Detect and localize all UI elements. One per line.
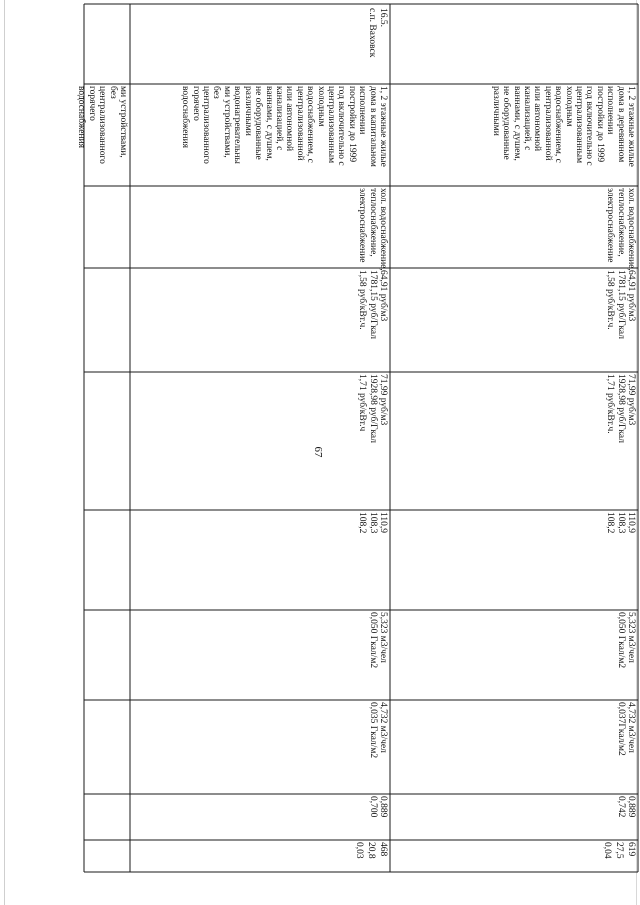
dwelling-description-line: без [211,86,222,99]
value-a: 619 [626,842,636,857]
dwelling-description-line: постройки до 1999 [594,86,605,163]
tariff-indices-line: 108,2 [605,512,616,534]
dwelling-description-line: год включительно с [336,86,347,166]
tariffs-period-2-line: 1928,98 руб/Гкал [615,374,626,443]
dwelling-description-line: исполнении [357,86,368,135]
utility-services-line: электроснабжение [605,188,616,263]
dwelling-description-line: канализацией, с [521,86,532,151]
consumption-norms-1-line: 5,323 м3/чел [378,612,388,663]
description-continued-line: централизованного [97,86,108,164]
description-continued [76,86,128,164]
row-number: 16.5. [378,8,388,27]
coefficients-line: 0,889 [626,796,636,818]
tariffs-period-1-line: 64,91 руб/м3 [378,270,388,322]
tariffs-period-2-line: 1928,98 руб/Гкал [367,374,378,443]
dwelling-description-line: дома в капитальном [367,86,378,167]
dwelling-description-line: 1, 2 этажные жилые [378,86,388,167]
dwelling-description-line: не оборудованные [501,86,512,160]
consumption-norms-1-line: 0,050 Гкал/м2 [615,612,626,669]
tariffs-period-1-line: 1781,15 руб/Гкал [615,270,626,339]
coefficients-line: 0,742 [615,796,626,818]
dwelling-description-line: горячего [190,86,201,121]
tariffs-period-2-line: 1,71 руб/кВт.ч [357,374,368,432]
tariffs-period-2-line: 1,71 руб/кВт.ч. [605,374,616,434]
dwelling-description-line: или автономной [532,86,543,152]
dwelling-description-line: различными [490,86,501,136]
utility-services-line: электроснабжение [357,188,368,263]
tariff-indices [605,512,636,533]
dwelling-description-line: водоснабжения [180,86,191,149]
tariff-indices-line: 110,9 [378,512,388,534]
tariffs-period-1-line: 1781,15 руб/Гкал [367,270,378,339]
tariffs-period-2 [357,374,388,443]
dwelling-description-line: холодным [315,86,326,127]
value-a: 468 [378,842,388,857]
consumption-norms-2 [615,702,636,756]
tariffs-period-1-line: 64,91 руб/м3 [626,270,636,322]
description-continued-line: горячего [86,86,97,121]
consumption-norms-1 [367,612,388,668]
consumption-norms-2 [367,702,388,758]
value-c: 0,04 [602,842,612,859]
dwelling-description-line: постройки до 1999 [346,86,357,163]
utility-services-line: теплоснабжение, [367,188,378,257]
dwelling-description-line: централизованным [573,86,584,164]
utility-services-line: теплоснабжение, [615,188,626,257]
tariffs-period-2 [605,374,636,443]
dwelling-description [490,86,636,167]
coefficients-line: 0,889 [378,796,388,818]
dwelling-description-line: ми устройствами, [221,86,232,158]
tariff-indices-line: 110,9 [626,512,636,534]
dwelling-description-line: водонагревательны [232,86,243,164]
tariffs-period-2-line: 71,99 руб/м3 [378,374,388,426]
dwelling-description-line: дома в деревянном [615,86,626,163]
utility-services-line: хол. водоснабжение, [378,188,388,271]
tariffs-period-1-line: 1,58 руб/кВт.ч. [357,270,368,330]
value-b: 27,5 [614,842,624,859]
dwelling-description-line: 1, 2 этажные жилые [626,86,636,167]
dwelling-description-line: не оборудованные [253,86,264,160]
tariffs-period-1 [357,270,388,339]
dwelling-description-line: ваннами, с душем, [263,86,274,161]
description-continued-line: водоснабжения [76,86,87,149]
tariff-indices [357,512,388,533]
consumption-norms-2-line: 4,732 м3/чел [378,702,388,753]
description-continued-line: ми устройствами, [118,86,128,158]
description-continued-line: без [107,86,118,99]
dwelling-description-line: ваннами, с душем, [511,86,522,161]
dwelling-description-line: холодным [563,86,574,127]
tariffs-period-1-line: 1,58 руб/кВт.ч. [605,270,616,330]
tariff-indices-line: 108,2 [357,512,368,534]
dwelling-description-line: канализацией, с [273,86,284,151]
dwelling-description-line: различными [242,86,253,136]
utility-services [605,188,636,271]
dwelling-description-line: централизованного [201,86,212,164]
dwelling-description [180,86,388,167]
utility-services-line: хол. водоснабжение, [626,188,636,271]
dwelling-description-line: централизованной [542,86,553,161]
coefficients [367,796,388,817]
value-b: 20,8 [366,842,376,859]
consumption-norms-2-line: 4,732 м3/чел [626,702,636,753]
utility-services [357,188,388,271]
consumption-norms-1 [615,612,636,668]
dwelling-description-line: или автономной [284,86,295,152]
tariff-indices-line: 108,3 [615,512,626,534]
dwelling-description-line: водоснабжением, с [553,86,564,163]
consumption-norms-2-line: 0,037Гкал/м2 [615,702,626,756]
settlement-name: с.п. Ваховск [367,8,377,58]
tariffs-period-2-line: 71,99 руб/м3 [626,374,636,426]
tariffs-period-1 [605,270,636,339]
dwelling-description-line: водоснабжением, с [305,86,316,163]
coefficients [615,796,636,817]
dwelling-description-line: год включительно с [584,86,595,166]
consumption-norms-1-line: 5,323 м3/чел [626,612,636,663]
dwelling-description-line: централизованным [325,86,336,164]
dwelling-description-line: исполнении [605,86,616,135]
tariff-indices-line: 108,3 [367,512,378,534]
page-number: 67 [312,446,324,458]
consumption-norms-1-line: 0,050 Гкал/м2 [367,612,378,669]
dwelling-description-line: централизованной [294,86,305,161]
coefficients-line: 0,700 [367,796,378,818]
value-c: 0,03 [354,842,364,859]
consumption-norms-2-line: 0,035 Гкал/м2 [367,702,378,759]
